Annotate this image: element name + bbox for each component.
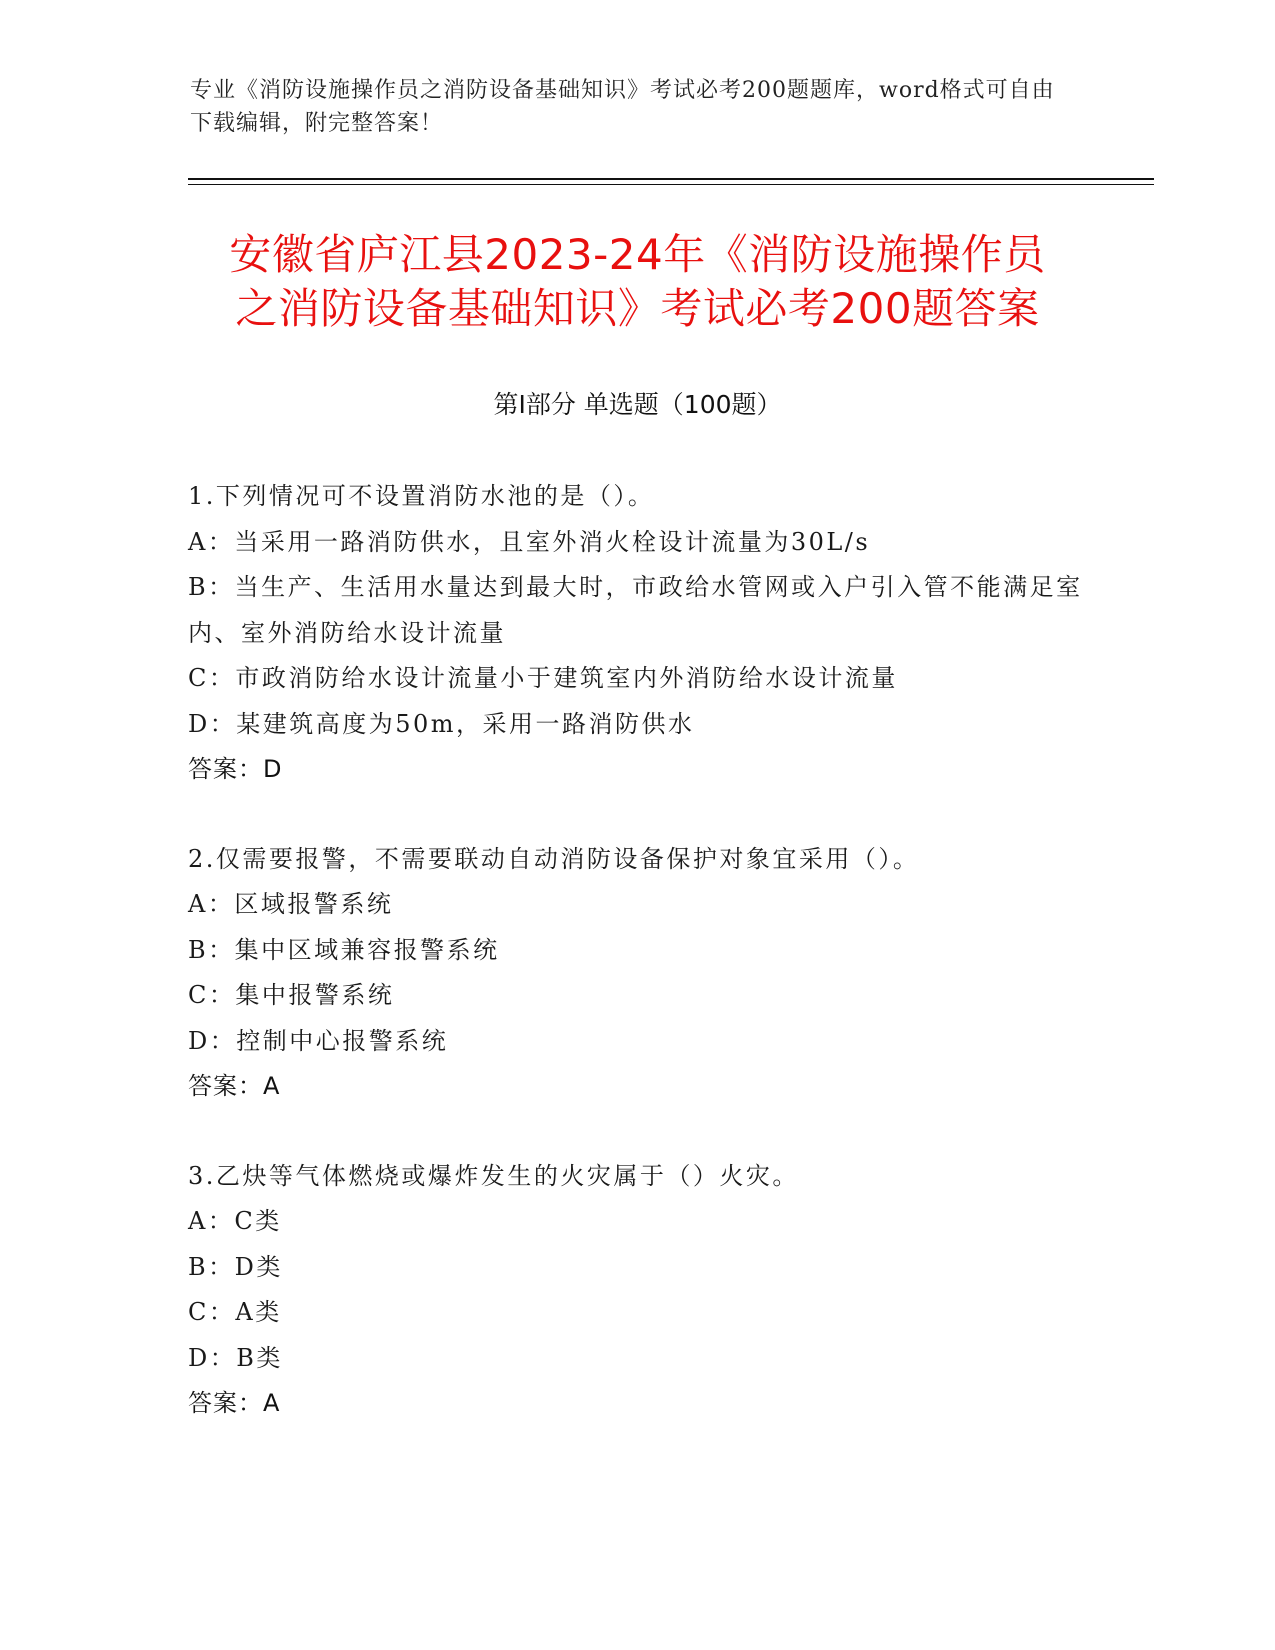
header-divider-thin [188,184,1154,185]
option-c: C：市政消防给水设计流量小于建筑室内外消防给水设计流量 [188,664,898,692]
option-d: D：控制中心报警系统 [188,1026,449,1055]
question-stem: 1.下列情况可不设置消防水池的是（）。 [188,482,655,510]
header-divider-thick [188,178,1154,180]
option-b: B：当生产、生活用水量达到最大时，市政给水管网或入户引入管不能满足室内、室外消防给水设计流量 [188,573,1083,647]
title-line-1: 安徽省庐江县2023-24年《消防设施操作员 [229,230,1046,279]
question-2 [188,837,1088,1110]
option-a: A：当采用一路消防供水，且室外消火栓设计流量为30L/s [188,527,871,556]
question-list [188,474,1088,1471]
option-d: D：B类 [188,1343,283,1372]
answer: 答案：D [188,755,283,783]
title-line-2: 之消防设备基础知识》考试必考200题答案 [235,284,1040,333]
answer: 答案：A [188,1389,281,1417]
answer: 答案：A [188,1072,281,1100]
question-3 [188,1154,1088,1427]
question-stem: 2.仅需要报警，不需要联动自动消防设备保护对象宜采用（）。 [188,844,920,873]
option-b: B：集中区域兼容报警系统 [188,935,500,964]
section-heading: 第Ⅰ部分 单选题（100题） [493,390,782,419]
option-b: B：D类 [188,1252,283,1281]
option-d: D：某建筑高度为50m，采用一路消防供水 [188,709,695,738]
option-a: A：区域报警系统 [188,890,394,918]
question-1 [188,474,1088,793]
document-title [150,228,1125,336]
option-c: C：集中报警系统 [188,981,395,1009]
option-a: A：C类 [188,1207,282,1235]
question-stem: 3.乙炔等气体燃烧或爆炸发生的火灾属于（）火灾。 [188,1161,799,1190]
header-note: 专业《消防设施操作员之消防设备基础知识》考试必考200题题库，word格式可自由下载编辑，附完整答案！ [190,78,1055,136]
option-c: C：A类 [188,1298,282,1326]
